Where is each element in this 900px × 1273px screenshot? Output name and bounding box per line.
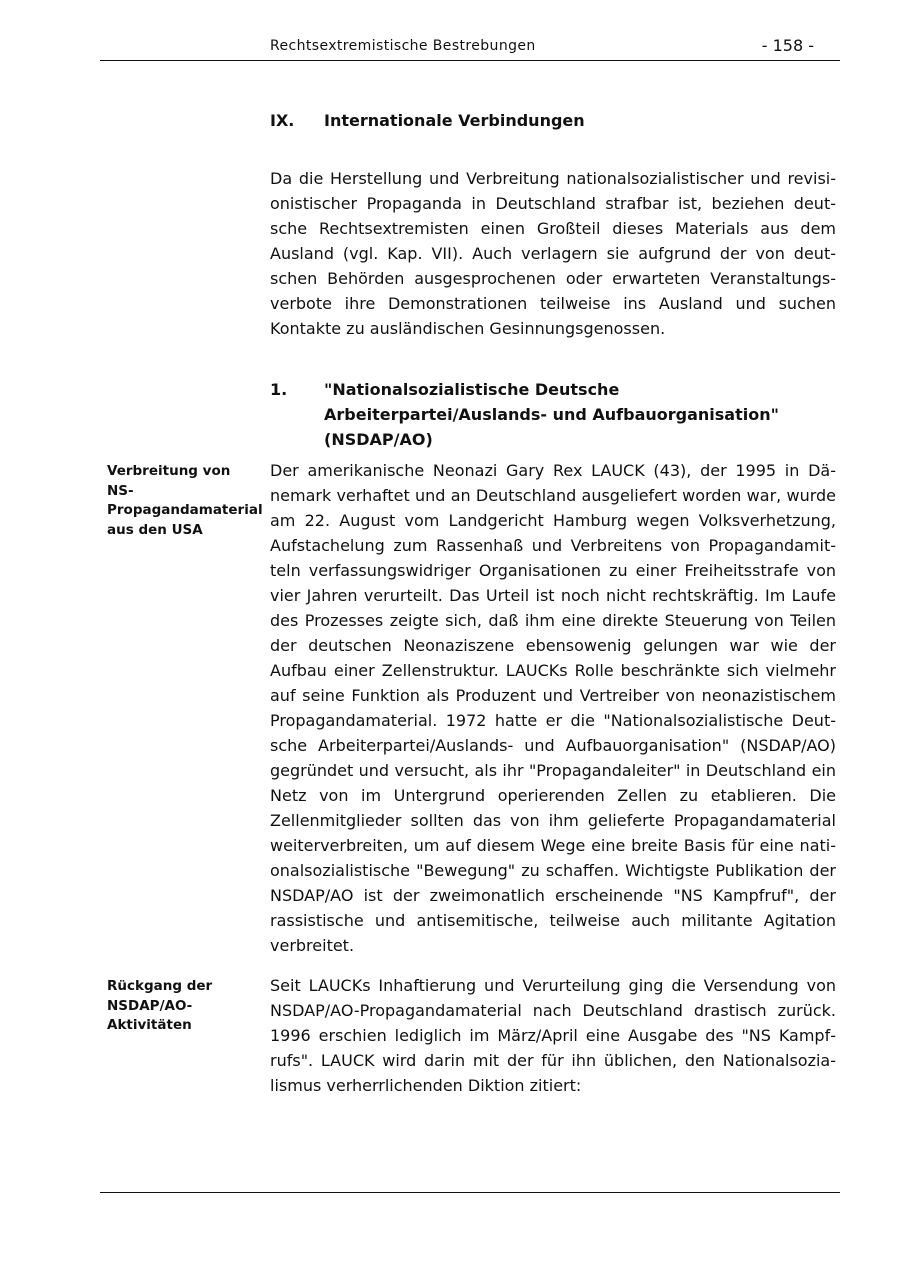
margin-note-propaganda: Verbreitung von NS-Propagandamaterial aus den USA [107, 463, 263, 538]
subsection-number: 1. [270, 380, 288, 399]
section-heading [270, 108, 830, 134]
subsection-heading [270, 377, 836, 449]
section-title: Internationale Verbindungen [324, 111, 585, 130]
header-rule [100, 60, 840, 61]
running-head: Rechtsextremistische Bestrebungen [270, 38, 536, 54]
margin-note-decline: Rückgang der NSDAP/AO-Aktivitäten [107, 978, 213, 1033]
page-number: - 158 - [761, 36, 814, 55]
section-intro-paragraph: Da die Herstellung und Verbreitung nationalsozialistischer und revisionistischer Propaganda in Deutschland strafbar ist, beziehen deutsche Rechtsextremisten einen Großteil dieses Materials aus dem Ausland (vgl. Kap. VII). Auch verlagern sie aufgrund der von deutschen Behörden ausgesprochenen oder erwarteten Veranstaltungsverbote ihre Demonstrationen teilweise ins Ausland und suchen Kontakte zu ausländischen Gesinnungsgenossen. [270, 169, 836, 338]
subsection-title: "Nationalsozialistische Deutsche Arbeiterpartei/Auslands- und Aufbauorganisation" (NSDAP/AO) [324, 380, 779, 449]
body-paragraph-decline: Seit LAUCKs Inhaftierung und Verurteilung ging die Versendung von NSDAP/AO-Propagandamaterial nach Deutschland drastisch zurück. 1996 erschien lediglich im März/April eine Ausgabe des "NS Kampfrufs". LAUCK wird darin mit der für ihn üblichen, den Nationalsozialismus verherrlichenden Diktion zitiert: [270, 976, 836, 1095]
footer-rule [100, 1192, 840, 1193]
body-paragraph-lauck: Der amerikanische Neonazi Gary Rex LAUCK (43), der 1995 in Dänemark verhaftet und an Deutschland ausgeliefert worden war, wurde am 22. August vom Landgericht Hamburg wegen Volksverhetzung, Aufstachelung zum Rassenhaß und Verbreitens von Propagandamitteln verfassungswidriger Organisationen zu einer Freiheitsstrafe von vier Jahren verurteilt. Das Urteil ist noch nicht rechtskräftig. Im Laufe des Prozesses zeigte sich, daß ihm eine direkte Steuerung von Teilen der deutschen Neonaziszene ebensowenig gelungen war wie der Aufbau einer Zellenstruktur. LAUCKs Rolle beschränkte sich vielmehr auf seine Funktion als Produzent und Vertreiber von neonazistischem Propagandamaterial. 1972 hatte er die "Nationalsozialistische Deutsche Arbeiterpartei/Auslands- und Aufbauorganisation" (NSDAP/AO) gegründet und versucht, als ihr "Propagandaleiter" in Deutschland ein Netz von im Untergrund operierenden Zellen zu etablieren. Die Zellenmitglieder sollten das von ihm gelieferte Propagandamaterial weiterverbreiten, um auf diesem Wege eine breite Basis für eine nationalsozialistische "Bewegung" zu schaffen. Wichtigste Publikation der NSDAP/AO ist der zweimonatlich erscheinende "NS Kampfruf", der rassistische und antisemitische, teilweise auch militante Agitation verbreitet. [270, 461, 836, 955]
section-number: IX. [270, 111, 295, 130]
